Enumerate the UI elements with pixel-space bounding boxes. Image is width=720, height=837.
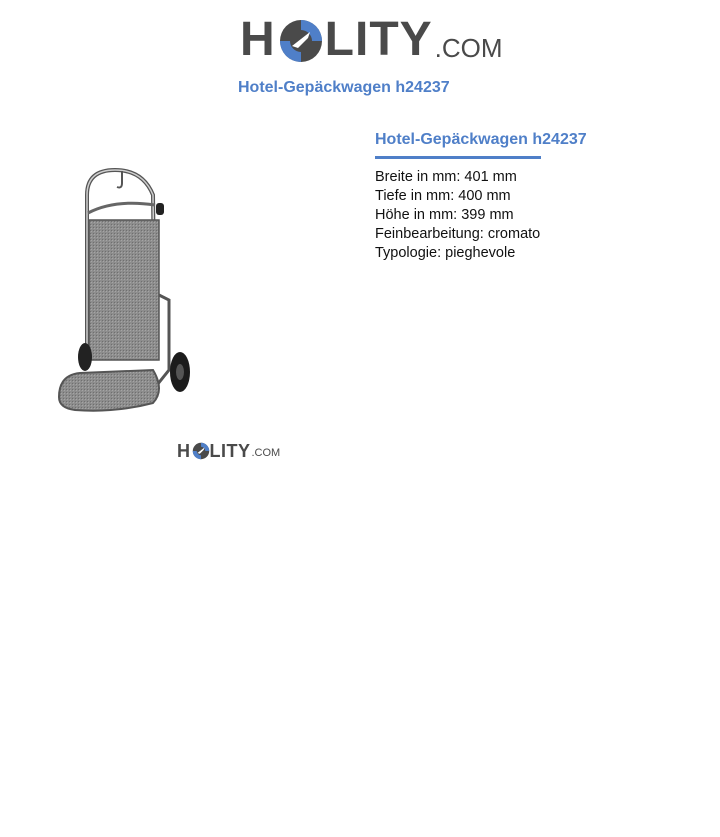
logo-letters-lity: LITY — [324, 13, 433, 66]
product-title: Hotel-Gepäckwagen h24237 — [375, 131, 587, 148]
luggage-trolley-image — [55, 165, 200, 415]
logo-emblem-icon — [192, 442, 210, 460]
product-details — [375, 131, 675, 263]
image-watermark-logo — [177, 440, 280, 460]
logo-letters-lity: LITY — [209, 441, 251, 461]
logo-letter-h: H — [177, 441, 191, 461]
spec-height: Höhe in mm: 399 mm — [375, 207, 514, 223]
logo-suffix: .COM — [251, 447, 281, 459]
spec-finish: Feinbearbeitung: cromato — [375, 226, 541, 242]
spec-type: Typologie: pieghevole — [375, 245, 516, 261]
spec-depth: Tiefe in mm: 400 mm — [375, 188, 511, 204]
page-title: Hotel-Gepäckwagen h24237 — [238, 79, 450, 96]
logo-emblem-icon — [278, 18, 324, 64]
site-logo[interactable] — [240, 12, 503, 64]
title-underline — [375, 156, 541, 159]
logo-suffix: .COM — [434, 33, 503, 63]
spec-width: Breite in mm: 401 mm — [375, 169, 517, 185]
logo-letter-h: H — [240, 13, 276, 66]
